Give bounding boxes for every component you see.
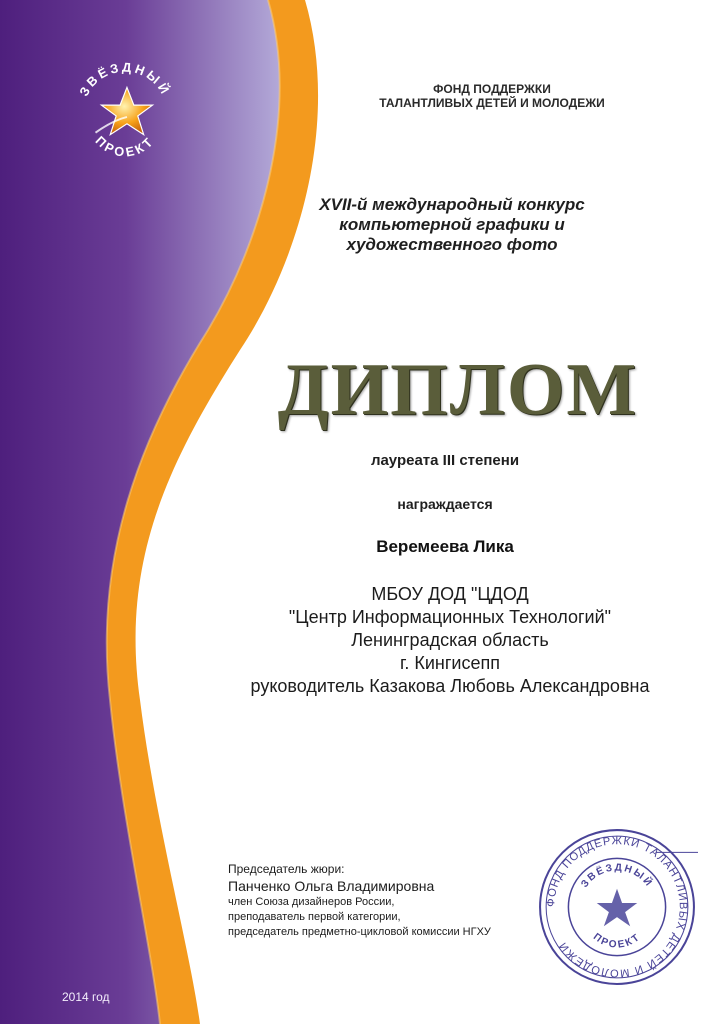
- contest-line3: художественного фото: [346, 235, 558, 254]
- diploma-title: ДИПЛОМ: [277, 349, 639, 431]
- jury-role2: преподаватель первой категории,: [228, 911, 401, 923]
- star-logo-icon: [66, 54, 184, 172]
- stamp-ring-text: ФОНД ПОДДЕРЖКИ ТАЛАНТЛИВЫХ ДЕТЕЙ И МОЛОДЕЖИ: [545, 835, 689, 979]
- jury-role1: член Союза дизайнеров России,: [228, 896, 395, 908]
- fund-header: [322, 82, 662, 110]
- contest-title: [272, 195, 632, 255]
- contest-line2: компьютерной графики и: [339, 215, 565, 234]
- logo-text-bottom: ПРОЕКТ: [92, 132, 158, 160]
- diploma-degree: лауреата III степени: [370, 452, 520, 469]
- fund-line2: ТАЛАНТЛИВЫХ ДЕТЕЙ И МОЛОДЕЖИ: [379, 96, 605, 110]
- jury-name: Панченко Ольга Владимировна: [228, 878, 435, 894]
- org-line4: г. Кингисепп: [400, 653, 500, 673]
- diploma-awarded: награждается: [397, 496, 493, 512]
- recipient-name: Веремеева Лика: [376, 537, 514, 556]
- stamp-inner-bottom: ПРОЕКТ: [590, 931, 644, 951]
- stamp-seal-icon: [536, 826, 698, 988]
- org-line1: МБОУ ДОД "ЦДОД: [371, 584, 529, 604]
- logo-text-top: ЗВЁЗДНЫЙ: [76, 59, 174, 99]
- stamp-inner-top: ЗВЁЗДНЫЙ: [579, 862, 655, 890]
- org-line3: Ленинградская область: [351, 630, 549, 650]
- jury-role3: председатель предметно-цикловой комиссии НГХУ: [228, 926, 491, 938]
- fund-line1: ФОНД ПОДДЕРЖКИ: [433, 82, 551, 96]
- organization-block: [205, 583, 695, 698]
- svg-text:ПРОЕКТ: [93, 133, 158, 160]
- org-line5: руководитель Казакова Любовь Александровна: [250, 676, 650, 696]
- org-line2: "Центр Информационных Технологий": [288, 607, 612, 627]
- svg-text:ПРОЕКТ: [591, 932, 643, 951]
- year-label: 2014 год: [62, 990, 110, 1004]
- jury-label: Председатель жюри:: [228, 862, 345, 876]
- jury-block: [228, 861, 558, 940]
- contest-line1: XVII-й международный конкурс: [319, 195, 585, 214]
